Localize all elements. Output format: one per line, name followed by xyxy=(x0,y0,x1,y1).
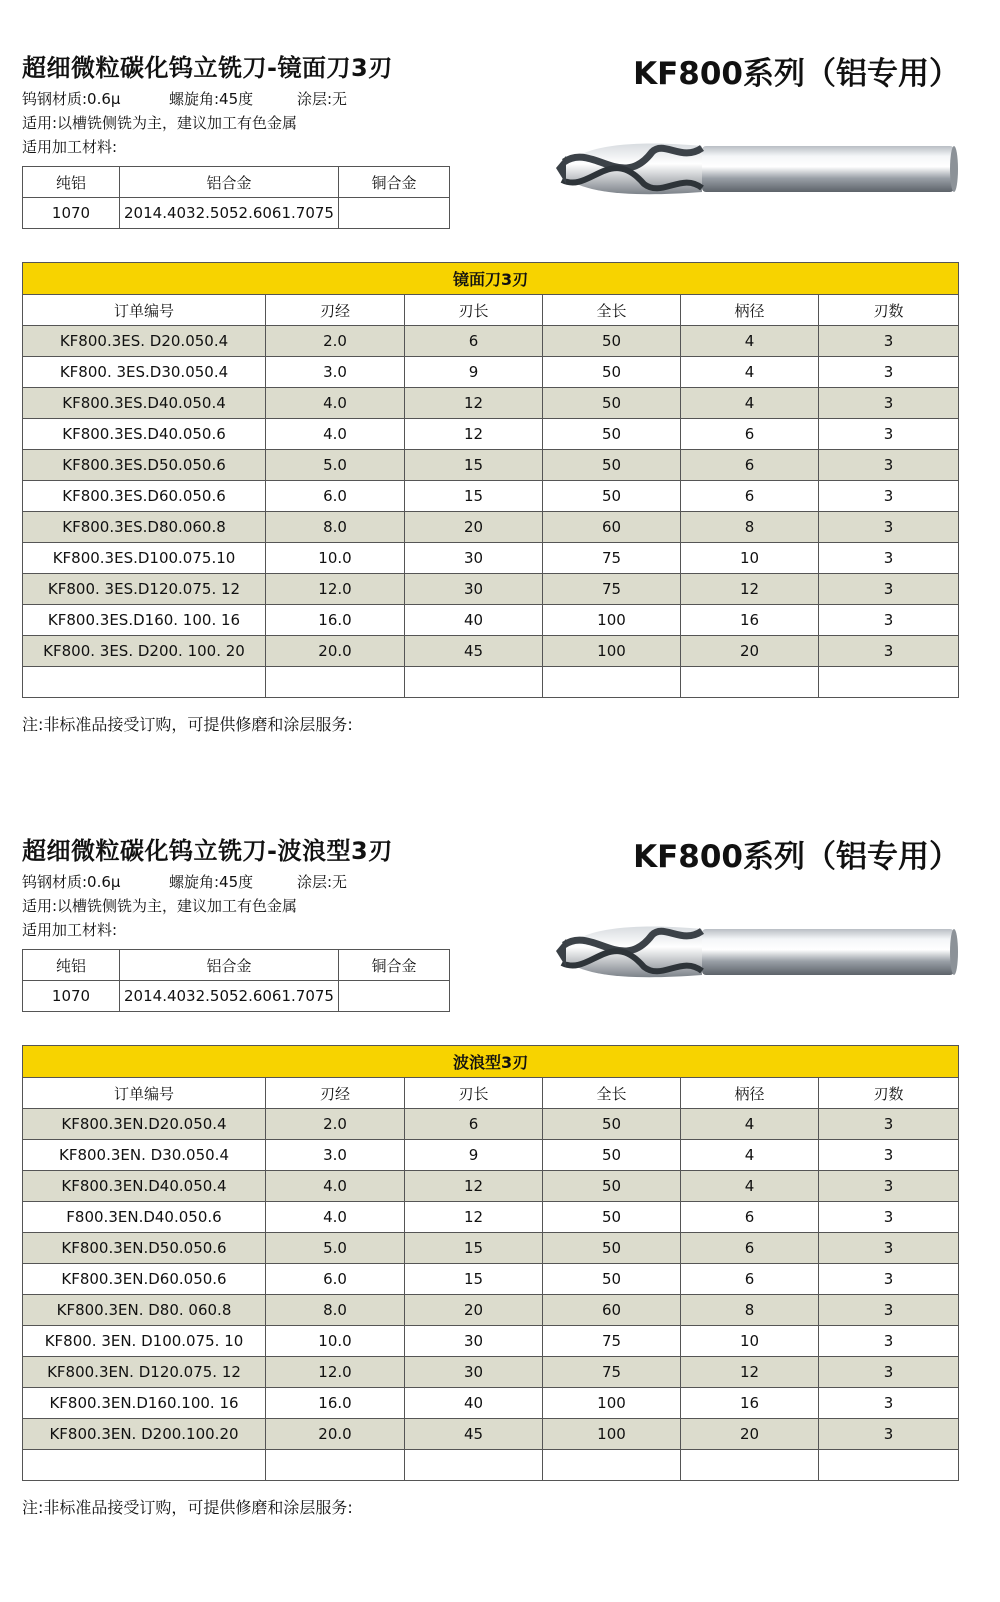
spec-helix: 螺旋角:45度 xyxy=(169,873,254,891)
material-table xyxy=(22,949,450,1012)
diameter-cell: 5.0 xyxy=(266,1233,405,1264)
overall-length-cell: 50 xyxy=(543,1140,681,1171)
flutes-cell: 3 xyxy=(819,605,959,636)
empty-cell xyxy=(23,1450,266,1481)
diameter-cell: 2.0 xyxy=(266,1109,405,1140)
material-table xyxy=(22,166,450,229)
usage-text: 适用:以槽铣侧铣为主，建议加工有色金属 xyxy=(22,114,298,132)
note-text: 注:非标准品接受订购，可提供修磨和涂层服务: xyxy=(22,1498,353,1517)
flute-length-cell: 30 xyxy=(405,543,543,574)
empty-cell xyxy=(819,667,959,698)
flute-length-cell: 15 xyxy=(405,1233,543,1264)
flutes-cell: 3 xyxy=(819,636,959,667)
order-no-cell: KF800.3EN.D60.050.6 xyxy=(23,1264,266,1295)
usage-text: 适用:以槽铣侧铣为主，建议加工有色金属 xyxy=(22,897,298,915)
overall-length-cell: 75 xyxy=(543,574,681,605)
empty-table-row xyxy=(23,1450,959,1481)
material-value: 1070 xyxy=(23,981,120,1012)
table-header-row xyxy=(23,295,959,326)
order-no-cell: KF800.3EN. D200.100.20 xyxy=(23,1419,266,1450)
table-body xyxy=(23,1109,959,1481)
table-banner-row xyxy=(23,263,959,295)
column-header-shank-diameter: 柄径 xyxy=(681,295,819,326)
material-header: 纯铝 xyxy=(23,167,120,198)
overall-length-cell: 50 xyxy=(543,1109,681,1140)
series-title: KF800系列（铝专用） xyxy=(633,839,960,875)
material-value xyxy=(339,198,450,229)
spec-material: 钨钢材质:0.6μ xyxy=(22,90,121,108)
table-banner: 波浪型3刃 xyxy=(23,1046,959,1078)
shank-diameter-cell: 4 xyxy=(681,1109,819,1140)
shank-diameter-cell: 10 xyxy=(681,1326,819,1357)
flutes-cell: 3 xyxy=(819,1171,959,1202)
flutes-cell: 3 xyxy=(819,450,959,481)
table-row xyxy=(23,1233,959,1264)
material-header-row xyxy=(23,950,450,981)
flute-length-cell: 9 xyxy=(405,357,543,388)
overall-length-cell: 75 xyxy=(543,1357,681,1388)
column-header-flutes: 刃数 xyxy=(819,1078,959,1109)
table-row xyxy=(23,1171,959,1202)
end-mill-image xyxy=(552,915,962,987)
table-row xyxy=(23,1419,959,1450)
material-header: 铜合金 xyxy=(339,167,450,198)
diameter-cell: 10.0 xyxy=(266,543,405,574)
spec-material: 钨钢材质:0.6μ xyxy=(22,873,121,891)
overall-length-cell: 75 xyxy=(543,543,681,574)
product-table xyxy=(22,1045,959,1481)
table-row xyxy=(23,1295,959,1326)
column-header-shank-diameter: 柄径 xyxy=(681,1078,819,1109)
order-no-cell: KF800.3ES.D160. 100. 16 xyxy=(23,605,266,636)
flutes-cell: 3 xyxy=(819,543,959,574)
order-no-cell: KF800.3ES. D20.050.4 xyxy=(23,326,266,357)
table-row xyxy=(23,1140,959,1171)
diameter-cell: 8.0 xyxy=(266,512,405,543)
flutes-cell: 3 xyxy=(819,388,959,419)
table-row xyxy=(23,1326,959,1357)
table-row xyxy=(23,388,959,419)
column-header-overall-length: 全长 xyxy=(543,295,681,326)
empty-cell xyxy=(543,667,681,698)
overall-length-cell: 60 xyxy=(543,1295,681,1326)
spec-coating: 涂层:无 xyxy=(297,90,348,108)
overall-length-cell: 50 xyxy=(543,388,681,419)
table-row xyxy=(23,1357,959,1388)
shank-diameter-cell: 4 xyxy=(681,388,819,419)
column-header-flute-length: 刃长 xyxy=(405,1078,543,1109)
flute-length-cell: 30 xyxy=(405,574,543,605)
shank-diameter-cell: 16 xyxy=(681,1388,819,1419)
order-no-cell: F800.3EN.D40.050.6 xyxy=(23,1202,266,1233)
column-header-flutes: 刃数 xyxy=(819,295,959,326)
flutes-cell: 3 xyxy=(819,419,959,450)
flute-length-cell: 40 xyxy=(405,605,543,636)
diameter-cell: 4.0 xyxy=(266,1171,405,1202)
diameter-cell: 20.0 xyxy=(266,1419,405,1450)
table-row xyxy=(23,1388,959,1419)
table-banner-row xyxy=(23,1046,959,1078)
overall-length-cell: 100 xyxy=(543,636,681,667)
shank-diameter-cell: 10 xyxy=(681,543,819,574)
overall-length-cell: 50 xyxy=(543,419,681,450)
flutes-cell: 3 xyxy=(819,1357,959,1388)
column-header-overall-length: 全长 xyxy=(543,1078,681,1109)
empty-cell xyxy=(681,667,819,698)
note-text: 注:非标准品接受订购，可提供修磨和涂层服务: xyxy=(22,715,353,734)
overall-length-cell: 50 xyxy=(543,1233,681,1264)
diameter-cell: 16.0 xyxy=(266,1388,405,1419)
column-header-diameter: 刃经 xyxy=(266,295,405,326)
shank-diameter-cell: 8 xyxy=(681,1295,819,1326)
order-no-cell: KF800.3EN.D50.050.6 xyxy=(23,1233,266,1264)
table-row xyxy=(23,481,959,512)
shank-diameter-cell: 20 xyxy=(681,636,819,667)
order-no-cell: KF800.3ES.D80.060.8 xyxy=(23,512,266,543)
product-table xyxy=(22,262,959,698)
flute-length-cell: 30 xyxy=(405,1326,543,1357)
flutes-cell: 3 xyxy=(819,357,959,388)
overall-length-cell: 75 xyxy=(543,1326,681,1357)
empty-cell xyxy=(681,1450,819,1481)
shank-diameter-cell: 4 xyxy=(681,1171,819,1202)
flutes-cell: 3 xyxy=(819,1295,959,1326)
order-no-cell: KF800. 3ES.D120.075. 12 xyxy=(23,574,266,605)
table-row xyxy=(23,1202,959,1233)
shank-diameter-cell: 20 xyxy=(681,1419,819,1450)
table-row xyxy=(23,419,959,450)
diameter-cell: 4.0 xyxy=(266,1202,405,1233)
flute-length-cell: 6 xyxy=(405,1109,543,1140)
material-header-row xyxy=(23,167,450,198)
diameter-cell: 3.0 xyxy=(266,357,405,388)
flutes-cell: 3 xyxy=(819,1419,959,1450)
shank-diameter-cell: 4 xyxy=(681,357,819,388)
flutes-cell: 3 xyxy=(819,1264,959,1295)
flutes-cell: 3 xyxy=(819,1233,959,1264)
end-mill-image xyxy=(552,132,962,204)
shank-diameter-cell: 12 xyxy=(681,574,819,605)
section-title: 超细微粒碳化钨立铣刀-波浪型3刃 xyxy=(22,837,393,865)
table-row xyxy=(23,1264,959,1295)
diameter-cell: 4.0 xyxy=(266,419,405,450)
flutes-cell: 3 xyxy=(819,1140,959,1171)
material-header: 铝合金 xyxy=(120,950,339,981)
order-no-cell: KF800. 3ES. D200. 100. 20 xyxy=(23,636,266,667)
column-header-flute-length: 刃长 xyxy=(405,295,543,326)
flute-length-cell: 12 xyxy=(405,1202,543,1233)
table-row xyxy=(23,605,959,636)
order-no-cell: KF800.3ES.D60.050.6 xyxy=(23,481,266,512)
order-no-cell: KF800. 3EN. D100.075. 10 xyxy=(23,1326,266,1357)
order-no-cell: KF800.3EN. D120.075. 12 xyxy=(23,1357,266,1388)
table-row xyxy=(23,512,959,543)
column-header-order-no: 订单编号 xyxy=(23,295,266,326)
column-header-diameter: 刃经 xyxy=(266,1078,405,1109)
material-header: 铜合金 xyxy=(339,950,450,981)
flute-length-cell: 20 xyxy=(405,1295,543,1326)
spec-coating: 涂层:无 xyxy=(297,873,348,891)
empty-cell xyxy=(819,1450,959,1481)
flute-length-cell: 20 xyxy=(405,512,543,543)
flutes-cell: 3 xyxy=(819,1202,959,1233)
overall-length-cell: 50 xyxy=(543,481,681,512)
overall-length-cell: 50 xyxy=(543,326,681,357)
materials-label: 适用加工材料: xyxy=(22,921,118,939)
flutes-cell: 3 xyxy=(819,1326,959,1357)
table-row xyxy=(23,326,959,357)
diameter-cell: 4.0 xyxy=(266,388,405,419)
material-value: 2014.4032.5052.6061.7075 xyxy=(120,981,339,1012)
overall-length-cell: 60 xyxy=(543,512,681,543)
overall-length-cell: 50 xyxy=(543,357,681,388)
order-no-cell: KF800.3EN.D20.050.4 xyxy=(23,1109,266,1140)
overall-length-cell: 50 xyxy=(543,1202,681,1233)
order-no-cell: KF800.3EN.D40.050.4 xyxy=(23,1171,266,1202)
diameter-cell: 2.0 xyxy=(266,326,405,357)
order-no-cell: KF800.3EN.D160.100. 16 xyxy=(23,1388,266,1419)
empty-table-row xyxy=(23,667,959,698)
material-value: 2014.4032.5052.6061.7075 xyxy=(120,198,339,229)
table-banner: 镜面刀3刃 xyxy=(23,263,959,295)
shank-diameter-cell: 6 xyxy=(681,1202,819,1233)
order-no-cell: KF800.3EN. D30.050.4 xyxy=(23,1140,266,1171)
shank-diameter-cell: 6 xyxy=(681,1264,819,1295)
shank-diameter-cell: 6 xyxy=(681,1233,819,1264)
shank-diameter-cell: 8 xyxy=(681,512,819,543)
empty-cell xyxy=(266,667,405,698)
flutes-cell: 3 xyxy=(819,481,959,512)
flutes-cell: 3 xyxy=(819,512,959,543)
empty-cell xyxy=(405,1450,543,1481)
diameter-cell: 5.0 xyxy=(266,450,405,481)
overall-length-cell: 50 xyxy=(543,1264,681,1295)
shank-diameter-cell: 4 xyxy=(681,326,819,357)
diameter-cell: 16.0 xyxy=(266,605,405,636)
table-header-row xyxy=(23,1078,959,1109)
material-value-row xyxy=(23,981,450,1012)
shank-diameter-cell: 6 xyxy=(681,481,819,512)
section-title: 超细微粒碳化钨立铣刀-镜面刀3刃 xyxy=(22,54,393,82)
overall-length-cell: 100 xyxy=(543,605,681,636)
flutes-cell: 3 xyxy=(819,1109,959,1140)
flute-length-cell: 6 xyxy=(405,326,543,357)
table-body xyxy=(23,326,959,698)
table-row xyxy=(23,1109,959,1140)
table-row xyxy=(23,636,959,667)
overall-length-cell: 50 xyxy=(543,450,681,481)
shank-diameter-cell: 12 xyxy=(681,1357,819,1388)
empty-cell xyxy=(266,1450,405,1481)
flute-length-cell: 45 xyxy=(405,636,543,667)
empty-cell xyxy=(543,1450,681,1481)
diameter-cell: 6.0 xyxy=(266,1264,405,1295)
table-row xyxy=(23,543,959,574)
flute-length-cell: 12 xyxy=(405,1171,543,1202)
order-no-cell: KF800.3ES.D40.050.4 xyxy=(23,388,266,419)
diameter-cell: 3.0 xyxy=(266,1140,405,1171)
shank-diameter-cell: 6 xyxy=(681,419,819,450)
order-no-cell: KF800. 3ES.D30.050.4 xyxy=(23,357,266,388)
flute-length-cell: 40 xyxy=(405,1388,543,1419)
column-header-order-no: 订单编号 xyxy=(23,1078,266,1109)
table-row xyxy=(23,450,959,481)
flutes-cell: 3 xyxy=(819,326,959,357)
material-value-row xyxy=(23,198,450,229)
flute-length-cell: 12 xyxy=(405,388,543,419)
diameter-cell: 12.0 xyxy=(266,574,405,605)
shank-diameter-cell: 4 xyxy=(681,1140,819,1171)
flute-length-cell: 12 xyxy=(405,419,543,450)
material-value: 1070 xyxy=(23,198,120,229)
spec-helix: 螺旋角:45度 xyxy=(169,90,254,108)
flute-length-cell: 15 xyxy=(405,481,543,512)
diameter-cell: 10.0 xyxy=(266,1326,405,1357)
order-no-cell: KF800.3ES.D100.075.10 xyxy=(23,543,266,574)
diameter-cell: 12.0 xyxy=(266,1357,405,1388)
empty-cell xyxy=(405,667,543,698)
order-no-cell: KF800.3ES.D40.050.6 xyxy=(23,419,266,450)
material-value xyxy=(339,981,450,1012)
shank-diameter-cell: 6 xyxy=(681,450,819,481)
diameter-cell: 8.0 xyxy=(266,1295,405,1326)
material-header: 纯铝 xyxy=(23,950,120,981)
overall-length-cell: 100 xyxy=(543,1388,681,1419)
table-row xyxy=(23,574,959,605)
flute-length-cell: 9 xyxy=(405,1140,543,1171)
order-no-cell: KF800.3ES.D50.050.6 xyxy=(23,450,266,481)
shank-diameter-cell: 16 xyxy=(681,605,819,636)
flutes-cell: 3 xyxy=(819,574,959,605)
materials-label: 适用加工材料: xyxy=(22,138,118,156)
material-header: 铝合金 xyxy=(120,167,339,198)
diameter-cell: 20.0 xyxy=(266,636,405,667)
order-no-cell: KF800.3EN. D80. 060.8 xyxy=(23,1295,266,1326)
table-row xyxy=(23,357,959,388)
diameter-cell: 6.0 xyxy=(266,481,405,512)
flutes-cell: 3 xyxy=(819,1388,959,1419)
flute-length-cell: 15 xyxy=(405,450,543,481)
flute-length-cell: 30 xyxy=(405,1357,543,1388)
series-title: KF800系列（铝专用） xyxy=(633,56,960,92)
flute-length-cell: 45 xyxy=(405,1419,543,1450)
product-section-mirror xyxy=(0,0,1000,800)
overall-length-cell: 50 xyxy=(543,1171,681,1202)
overall-length-cell: 100 xyxy=(543,1419,681,1450)
product-section-wave xyxy=(0,783,1000,1583)
flute-length-cell: 15 xyxy=(405,1264,543,1295)
empty-cell xyxy=(23,667,266,698)
